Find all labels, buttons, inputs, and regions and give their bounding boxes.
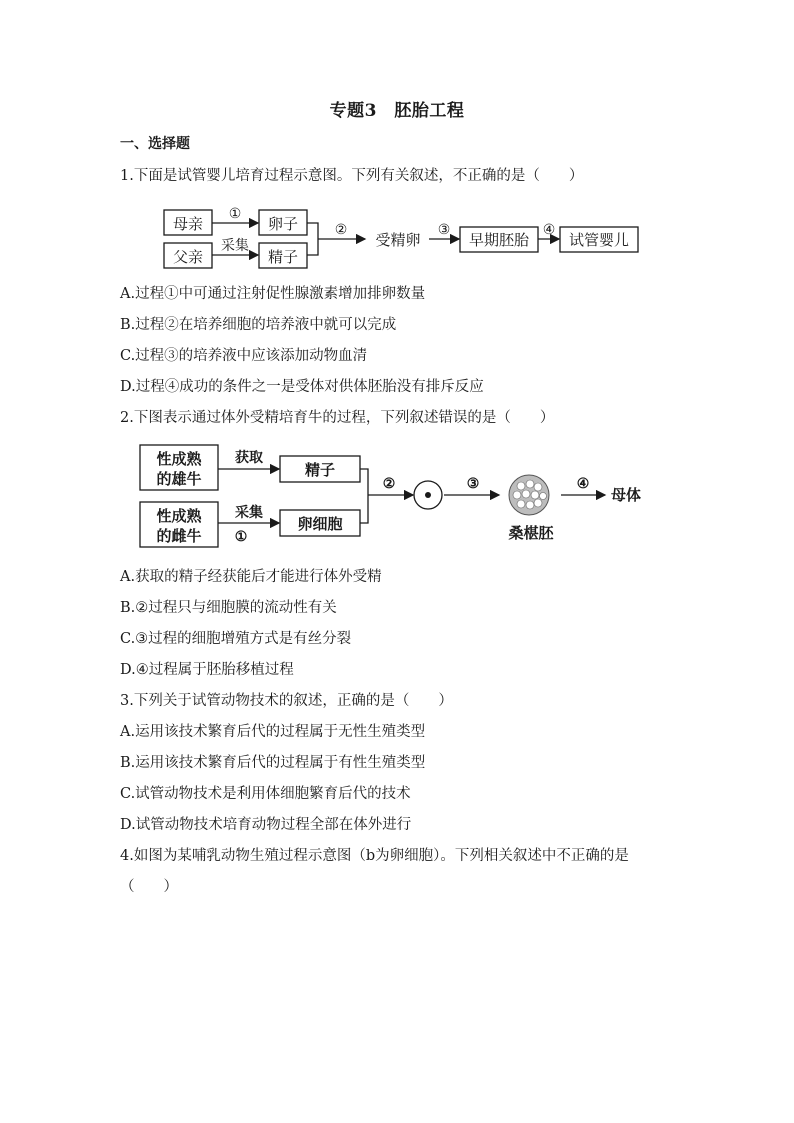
q2-option-c: C.③过程的细胞增殖方式是有丝分裂 (120, 631, 352, 647)
step4-label: ④ (542, 222, 556, 238)
step1-label: ① (228, 206, 242, 222)
father-label: 父亲 (172, 248, 204, 266)
q2-option-d: D.④过程属于胚胎移植过程 (120, 662, 294, 678)
step4-label: ④ (576, 476, 590, 492)
step2-label: ② (382, 476, 396, 492)
ivf-baby-diagram (160, 203, 650, 269)
male-cattle-line1: 性成熟 (156, 450, 202, 468)
question-1-stem: 1.下面是试管婴儿培育过程示意图。下列有关叙述，不正确的是（ ） (120, 168, 584, 184)
zygote-nucleus (425, 492, 431, 498)
obtain-label: 获取 (235, 450, 263, 466)
merge-bracket (360, 469, 368, 523)
q1-option-a: A.过程①中可通过注射促性腺激素增加排卵数量 (120, 286, 426, 302)
step3-label: ③ (437, 222, 451, 238)
cattle-ivf-diagram (135, 440, 675, 550)
egg-label: 卵子 (267, 215, 299, 233)
test-tube-baby-label: 试管婴儿 (568, 231, 630, 249)
collect-label: 采集 (235, 505, 263, 521)
q2-option-b: B.②过程只与细胞膜的流动性有关 (120, 600, 337, 616)
q2-option-a: A.获取的精子经获能后才能进行体外受精 (120, 569, 382, 585)
q1-option-d: D.过程④成功的条件之一是受体对供体胚胎没有排斥反应 (120, 379, 484, 395)
question-2-stem: 2.下图表示通过体外受精培育牛的过程，下列叙述错误的是（ ） (120, 410, 555, 426)
question-4-stem-line1: 4.如图为某哺乳动物生殖过程示意图（b为卵细胞）。下列相关叙述中不正确的是 (120, 848, 629, 864)
mother-body-label: 母体 (611, 486, 642, 504)
q1-option-b: B.过程②在培养细胞的培养液中就可以完成 (120, 317, 397, 333)
page-title: 专题3 胚胎工程 (329, 101, 465, 121)
step1-label: ① (234, 529, 248, 545)
q3-option-a: A.运用该技术繁育后代的过程属于无性生殖类型 (120, 724, 426, 740)
q3-option-b: B.运用该技术繁育后代的过程属于有性生殖类型 (120, 755, 426, 771)
step3-label: ③ (466, 476, 480, 492)
fertilized-egg-label: 受精卵 (375, 231, 421, 249)
sperm-label: 精子 (267, 248, 299, 266)
q3-option-d: D.试管动物技术培育动物过程全部在体外进行 (120, 817, 412, 833)
section-heading: 一、选择题 (120, 136, 190, 152)
male-cattle-line2: 的雄牛 (156, 470, 202, 488)
q3-option-c: C.试管动物技术是利用体细胞繁育后代的技术 (120, 786, 411, 802)
oocyte-label: 卵细胞 (297, 515, 343, 533)
collect-label: 采集 (221, 238, 249, 254)
step2-label: ② (334, 222, 348, 238)
q1-option-c: C.过程③的培养液中应该添加动物血清 (120, 348, 368, 364)
female-cattle-line1: 性成熟 (156, 507, 202, 525)
early-embryo-label: 早期胚胎 (468, 231, 530, 249)
female-cattle-line2: 的雌牛 (156, 527, 202, 545)
merge-bracket (307, 223, 318, 255)
question-3-stem: 3.下列关于试管动物技术的叙述，正确的是（ ） (120, 693, 453, 709)
morula-icon (509, 475, 549, 515)
mother-label: 母亲 (172, 215, 204, 233)
question-4-stem-line2: （ ） (120, 879, 178, 895)
morula-label: 桑椹胚 (508, 524, 554, 542)
sperm-label: 精子 (304, 461, 336, 479)
